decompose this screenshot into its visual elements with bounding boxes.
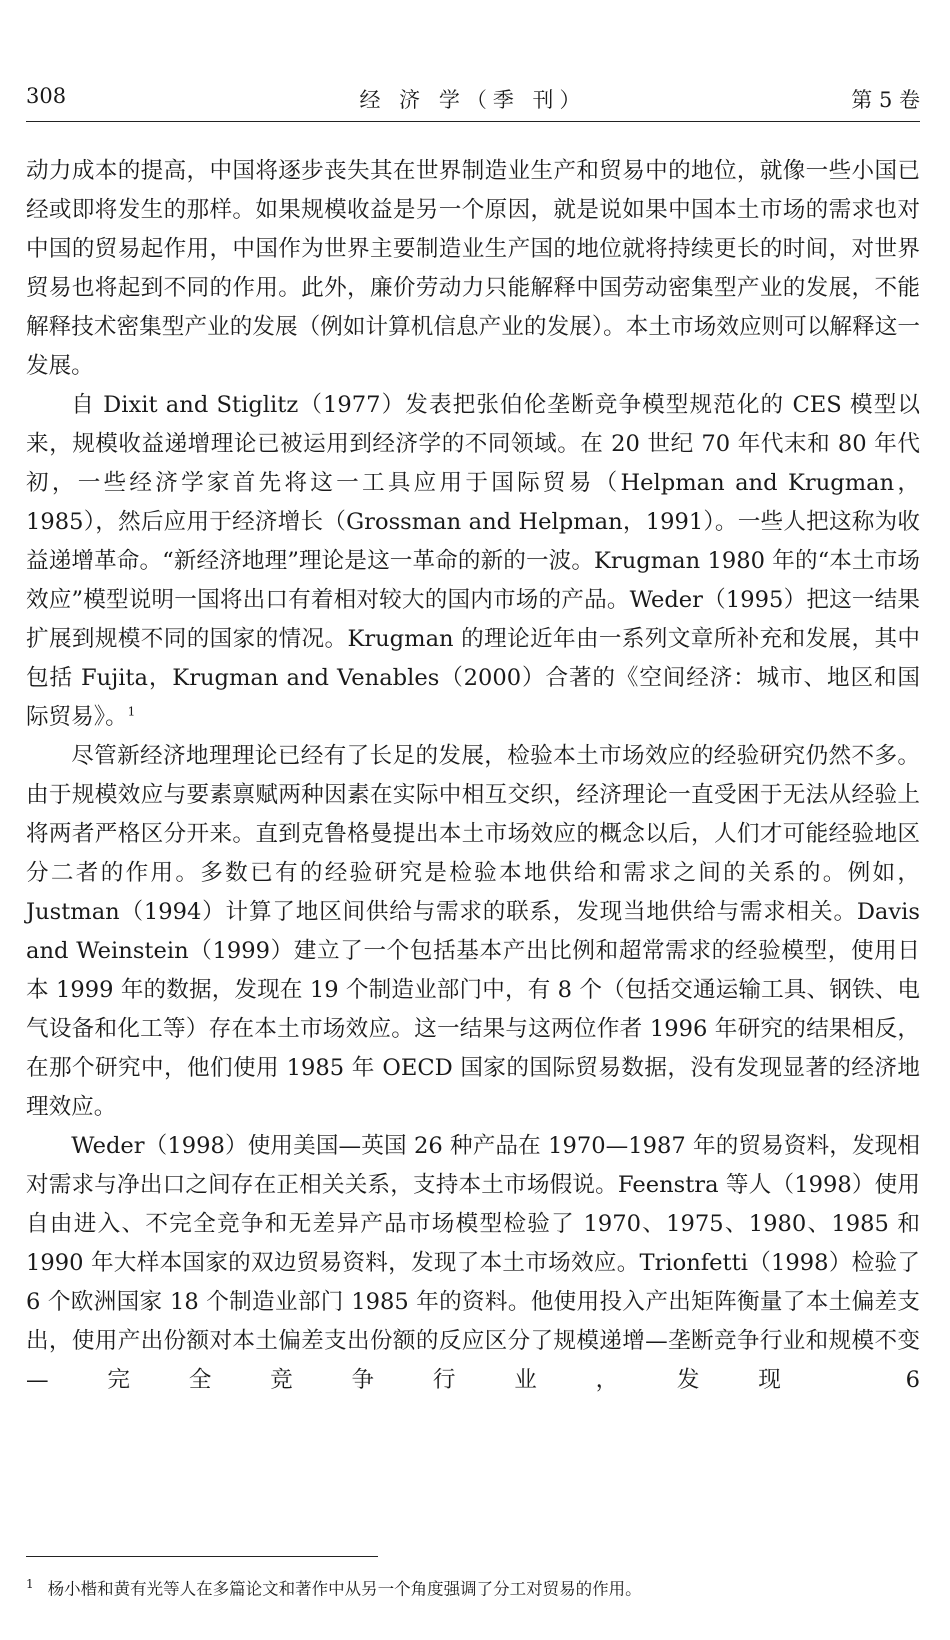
- header-rule: [26, 121, 920, 122]
- footnote-rule: [26, 1556, 378, 1557]
- paragraph-1: 动力成本的提高，中国将逐步丧失其在世界制造业生产和贸易中的地位，就像一些小国已经或即将发生的那样。如果规模收益是另一个原因，就是说如果中国本土市场的需求也对中国的贸易起作用，中国作为世界主要制造业生产国的地位就将持续更长的时间，对世界贸易也将起到不同的作用。此外，廉价劳动力只能解释中国劳动密集型产业的发展，不能解释技术密集型产业的发展（例如计算机信息产业的发展）。本土市场效应则可以解释这一发展。: [26, 158, 920, 379]
- body-text: [26, 152, 920, 1400]
- volume-label: 第 5 卷: [851, 88, 920, 112]
- page-number: 308: [26, 84, 67, 108]
- paragraph-2-text: 自 Dixit and Stiglitz（1977）发表把张伯伦垄断竞争模型规范化的 CES 模型以来，规模收益递增理论已被运用到经济学的不同领域。在 20 世纪 70 年代末和 80 年代初，一些经济学家首先将这一工具应用于国际贸易（Helpman and Krugman，1985），然后应用于经济增长（Grossman and Helpman，1991）。一些人把这称为收益递增革命。“新经济地理”理论是这一革命的新的一波。Krugman 1980 年的“本土市场效应”模型说明一国将出口有着相对较大的国内市场的产品。Weder（1995）把这一结果扩展到规模不同的国家的情况。Krugman 的理论近年由一系列文章所补充和发展，其中包括 Fujita，Krugman and Venables（2000）合著的《空间经济：城市、地区和国际贸易》。: [26, 392, 920, 730]
- footnote-text: 杨小楷和黄有光等人在多篇论文和著作中从另一个角度强调了分工对贸易的作用。: [47, 1579, 642, 1599]
- footnote-reference[interactable]: 1: [127, 704, 136, 719]
- paragraph-3: 尽管新经济地理理论已经有了长足的发展，检验本土市场效应的经验研究仍然不多。由于规模效应与要素禀赋两种因素在实际中相互交织，经济理论一直受困于无法从经验上将两者严格区分开来。直到克鲁格曼提出本土市场效应的概念以后，人们才可能经验地区分二者的作用。多数已有的经验研究是检验本地供给和需求之间的关系的。例如，Justman（1994）计算了地区间供给与需求的联系，发现当地供给与需求相关。Davis and Weinstein（1999）建立了一个包括基本产出比例和超常需求的经验模型，使用日本 1999 年的数据，发现在 19 个制造业部门中，有 8 个（包括交通运输工具、钢铁、电气设备和化工等）存在本土市场效应。这一结果与这两位作者 1996 年研究的结果相反，在那个研究中，他们使用 1985 年 OECD 国家的国际贸易数据，没有发现显著的经济地理效应。: [26, 743, 920, 1120]
- paragraph-2: [26, 386, 920, 737]
- running-header: [26, 84, 920, 118]
- journal-title: 经 济 学（季 刊）: [359, 88, 587, 112]
- paragraph-4: Weder（1998）使用美国—英国 26 种产品在 1970—1987 年的贸易资料，发现相对需求与净出口之间存在正相关关系，支持本土市场假说。Feenstra 等人（1998）使用自由进入、不完全竞争和无差异产品市场模型检验了 1970、1975、1980、1985 和 1990 年大样本国家的双边贸易资料，发现了本土市场效应。Trionfetti（1998）检验了 6 个欧洲国家 18 个制造业部门 1985 年的资料。他使用投入产出矩阵衡量了本土偏差支出，使用产出份额对本土偏差支出份额的反应区分了规模递增—垄断竞争行业和规模不变—完全竞争行业，发现 6: [26, 1133, 921, 1393]
- footnote: [26, 1570, 920, 1604]
- footnote-marker: 1: [26, 1577, 34, 1591]
